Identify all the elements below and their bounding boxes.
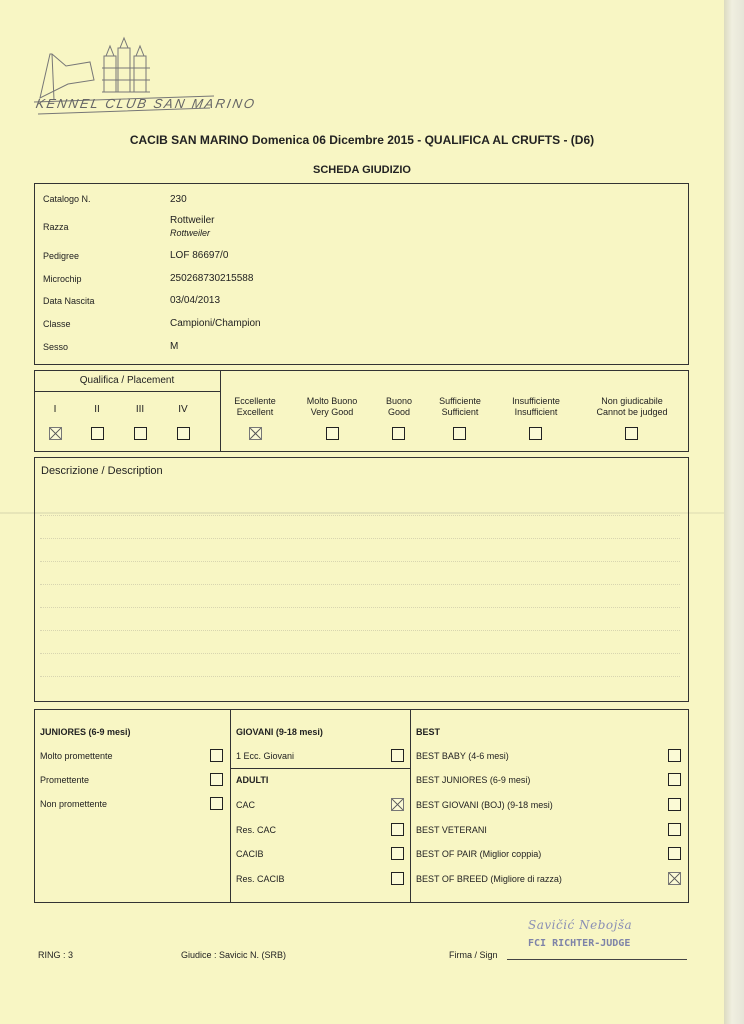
description-line	[40, 630, 680, 631]
best-item-5-label: BEST OF PAIR (Miglior coppia)	[416, 849, 542, 859]
placement-header-rule	[34, 391, 220, 392]
best-item-2-label: BEST JUNIORES (6-9 mesi)	[416, 775, 531, 785]
res-cac-checkbox[interactable]	[391, 823, 404, 836]
giovani-header: GIOVANI (9-18 mesi)	[236, 727, 323, 737]
grade-very-good-label	[292, 396, 372, 418]
best-item-6-label: BEST OF BREED (Migliore di razza)	[416, 874, 562, 884]
grade-insufficient-en: Insufficient	[514, 407, 558, 417]
description-line	[40, 538, 680, 539]
grade-cannot-judge-en: Cannot be judged	[596, 407, 668, 417]
grade-excellent-en: Excellent	[236, 407, 274, 417]
awards-box	[34, 709, 689, 903]
classe-value: Campioni/Champion	[170, 318, 261, 329]
microchip-label: Microchip	[43, 274, 82, 284]
placement-3-checkbox[interactable]	[134, 427, 147, 440]
res-cacib-checkbox[interactable]	[391, 872, 404, 885]
awards-divider-1	[230, 709, 231, 903]
microchip-value: 250268730215588	[170, 273, 254, 284]
placement-4-checkbox[interactable]	[177, 427, 190, 440]
description-line	[40, 653, 680, 654]
signature-line[interactable]	[507, 959, 687, 960]
promettente-checkbox[interactable]	[210, 773, 223, 786]
molto-promettente-checkbox[interactable]	[210, 749, 223, 762]
catalogo-label: Catalogo N.	[43, 194, 91, 204]
grade-insufficient-it: Insufficiente	[512, 396, 560, 406]
sesso-value: M	[170, 341, 179, 352]
adulti-separator	[230, 768, 410, 769]
grade-very-good-checkbox[interactable]	[326, 427, 339, 440]
grade-insufficient-checkbox[interactable]	[529, 427, 542, 440]
description-line	[40, 584, 680, 585]
placement-2-checkbox[interactable]	[91, 427, 104, 440]
grade-very-good-en: Very Good	[310, 407, 354, 417]
juniores-item-3-label: Non promettente	[40, 799, 108, 809]
razza-value-alt: Rottweiler	[170, 228, 211, 238]
grade-excellent-label	[215, 396, 295, 418]
catalogo-value: 230	[170, 194, 187, 205]
best-of-pair-checkbox[interactable]	[668, 847, 681, 860]
juniores-item-2-label: Promettente	[40, 775, 90, 785]
grade-excellent-checkbox[interactable]	[249, 427, 262, 440]
grade-cannot-judge-checkbox[interactable]	[625, 427, 638, 440]
placement-3-label: III	[135, 404, 145, 415]
paper-edge	[724, 0, 744, 1024]
best-item-1-label: BEST BABY (4-6 mesi)	[416, 751, 509, 761]
pedigree-label: Pedigree	[43, 251, 80, 261]
grade-good-it: Buono	[385, 396, 413, 406]
grade-sufficient-it: Sufficiente	[439, 396, 481, 406]
nascita-value: 03/04/2013	[170, 295, 221, 306]
placement-label: Qualifica / Placement	[79, 375, 175, 386]
grade-very-good-it: Molto Buono	[306, 396, 358, 406]
description-line	[40, 561, 680, 562]
judge-label: Giudice : Savicic N. (SRB)	[181, 950, 287, 960]
adulti-item-3-label: CACIB	[236, 849, 264, 859]
giovani-item-1-label: 1 Ecc. Giovani	[236, 751, 295, 761]
description-line	[40, 515, 680, 516]
grade-good-en: Good	[387, 407, 411, 417]
adulti-item-2-label: Res. CAC	[236, 825, 277, 835]
placement-4-label: IV	[178, 404, 188, 415]
non-promettente-checkbox[interactable]	[210, 797, 223, 810]
nascita-label: Data Nascita	[43, 296, 95, 306]
adulti-header: ADULTI	[236, 775, 269, 785]
sesso-label: Sesso	[43, 342, 69, 352]
adulti-item-1-label: CAC	[236, 800, 256, 810]
ring-label: RING : 3	[38, 950, 74, 960]
razza-value: Rottweiler	[170, 215, 215, 226]
cacib-checkbox[interactable]	[391, 847, 404, 860]
grade-cannot-judge-it: Non giudicabile	[601, 396, 663, 406]
description-label: Descrizione / Description	[41, 465, 163, 477]
razza-label: Razza	[43, 222, 69, 232]
placement-1-checkbox[interactable]	[49, 427, 62, 440]
grade-sufficient-label	[420, 396, 500, 418]
best-giovani-checkbox[interactable]	[668, 798, 681, 811]
form-subtitle: SCHEDA GIUDIZIO	[313, 164, 411, 176]
form-title: CACIB SAN MARINO Domenica 06 Dicembre 2015 - QUALIFICA AL CRUFTS - (D6)	[129, 133, 595, 147]
logo-text: KENNEL CLUB SAN MARINO	[34, 96, 258, 111]
cac-checkbox[interactable]	[391, 798, 404, 811]
sign-label: Firma / Sign	[449, 950, 498, 960]
best-header: BEST	[416, 727, 441, 737]
best-baby-checkbox[interactable]	[668, 749, 681, 762]
description-line	[40, 676, 680, 677]
pedigree-value: LOF 86697/0	[170, 250, 229, 261]
judge-stamp-name: Savičić Nebojša	[528, 918, 633, 932]
ecc-giovani-checkbox[interactable]	[391, 749, 404, 762]
grade-cannot-judge-label	[582, 396, 682, 418]
placement-2-label: II	[94, 404, 100, 415]
best-veterani-checkbox[interactable]	[668, 823, 681, 836]
adulti-item-4-label: Res. CACIB	[236, 874, 285, 884]
grade-sufficient-en: Sufficient	[441, 407, 479, 417]
grade-excellent-it: Eccellente	[234, 396, 276, 406]
juniores-header: JUNIORES (6-9 mesi)	[40, 727, 131, 737]
placement-1-label: I	[53, 404, 57, 415]
grade-good-checkbox[interactable]	[392, 427, 405, 440]
classe-label: Classe	[43, 319, 71, 329]
description-box[interactable]	[34, 457, 689, 702]
description-line	[40, 607, 680, 608]
best-juniores-checkbox[interactable]	[668, 773, 681, 786]
dog-info-box	[34, 183, 689, 365]
juniores-item-1-label: Molto promettente	[40, 751, 113, 761]
judge-stamp-title: FCI RICHTER-JUDGE	[528, 938, 631, 949]
best-item-4-label: BEST VETERANI	[416, 825, 487, 835]
grade-insufficient-label	[496, 396, 576, 418]
awards-divider-2	[410, 709, 411, 903]
best-item-3-label: BEST GIOVANI (BOJ) (9-18 mesi)	[416, 800, 553, 810]
best-of-breed-checkbox[interactable]	[668, 872, 681, 885]
grade-sufficient-checkbox[interactable]	[453, 427, 466, 440]
